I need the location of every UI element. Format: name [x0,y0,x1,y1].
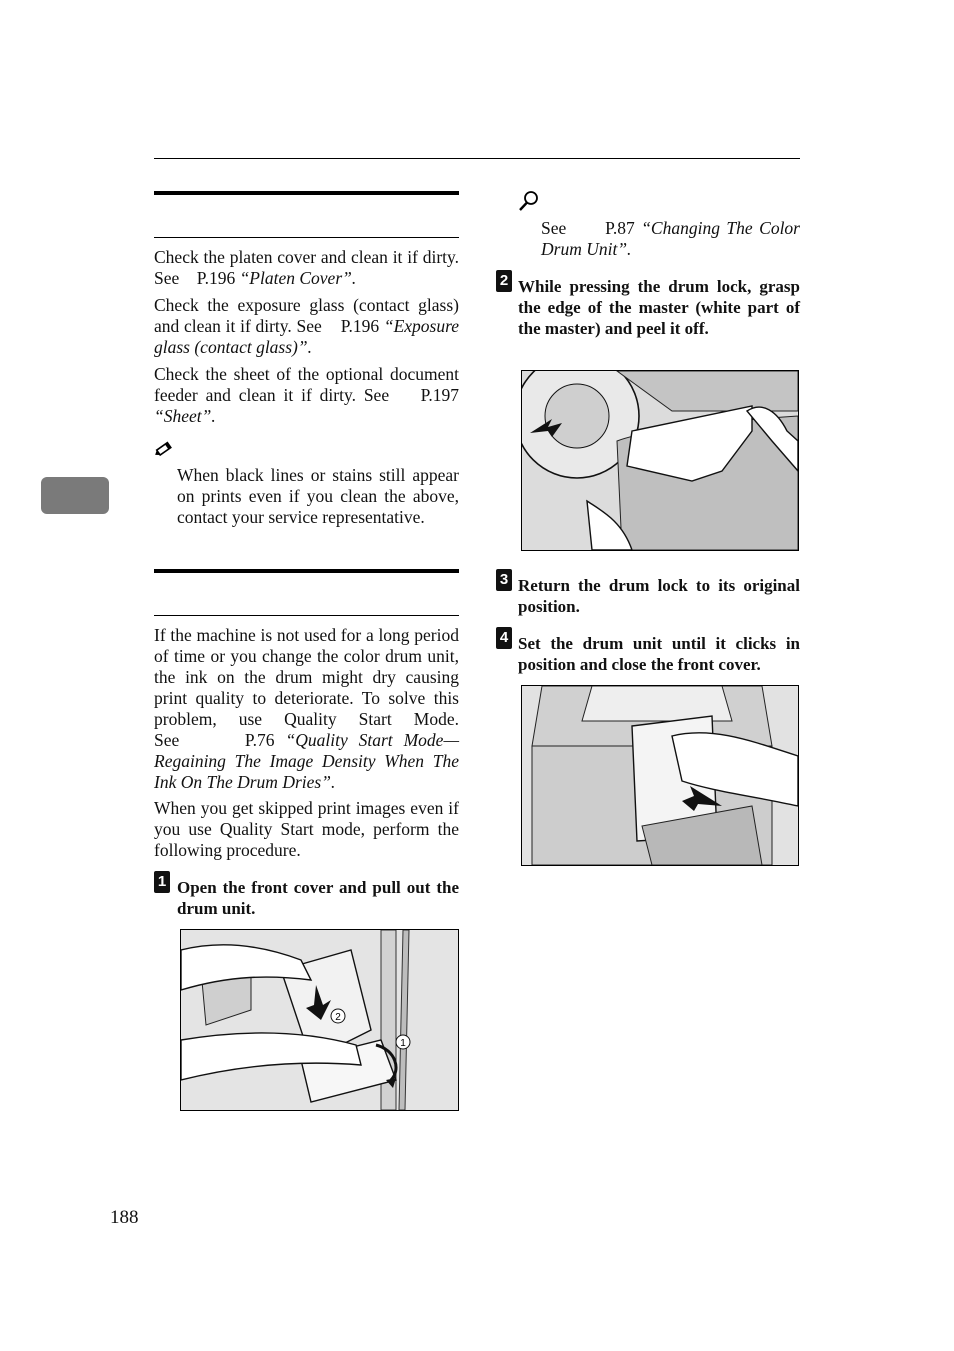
callout-2: 2 [335,1012,341,1023]
step-number-4: 4 [496,627,512,649]
step-number-3: 3 [496,569,512,591]
paragraph-quality-start: If the machine is not used for a long period of time or you change the color drum unit, the ink on the drum might dry causing print quality to deteriorate. To solve this problem, use Quality Start Mode. See P.76 “Quality Start Mode— Regaining The Image Density When The Ink On The Drum Dries”. [154,625,460,792]
pencil-icon [155,439,175,457]
step-4-text: Set the drum unit until it clicks in position and close the front cover. [518,634,800,674]
page-ref[interactable]: P.196 [340,316,380,336]
page-ref[interactable]: P.196 [196,268,236,288]
paragraph-exposure-glass: Check the exposure glass (contact glass) and clean it if dirty. See P.196 “Exposure glass (contact glass)”. [154,295,460,357]
paragraph-procedure-intro: When you get skipped print images even if you use Quality Start mode, perform the following procedure. [154,798,459,860]
figure-pull-out-drum [180,929,459,1111]
paragraph-platen: Check the platen cover and clean it if dirty. See P.196 “Platen Cover”. [154,247,459,288]
step-number-1: 1 [154,871,170,893]
paragraph-feeder-sheet: Check the sheet of the optional document feeder and clean it if dirty. See P.197 “Sheet”. [154,364,459,426]
figure-set-drum-unit [521,685,799,866]
step-number-2: 2 [496,270,512,292]
note-text: When black lines or stains still appear on prints even if you clean the above, contact your service representative. [177,465,459,527]
magnifier-icon [518,190,540,212]
reference-text: See P.87 “Changing The Color Drum Unit”. [541,218,800,259]
section-rule-thick-2 [154,569,459,573]
section-rule-thin-2 [154,615,459,616]
page-ref[interactable]: P.87 [605,218,635,238]
chapter-tab [41,477,109,514]
page-number: 188 [110,1207,139,1228]
step-1-text: Open the front cover and pull out the drum unit. [177,878,459,918]
header-rule [154,158,800,159]
step-3-text: Return the drum lock to its original position. [518,576,800,616]
step-2-text: While pressing the drum lock, grasp the edge of the master (white part of the master) and peel it off. [518,277,800,338]
page-ref[interactable]: P.197 [420,385,459,405]
section-rule-thick-1 [154,191,459,195]
figure-peel-master [521,370,799,551]
callout-1: 1 [400,1038,406,1049]
page-ref[interactable]: P.76 [244,730,275,750]
section-rule-thin-1 [154,237,459,238]
